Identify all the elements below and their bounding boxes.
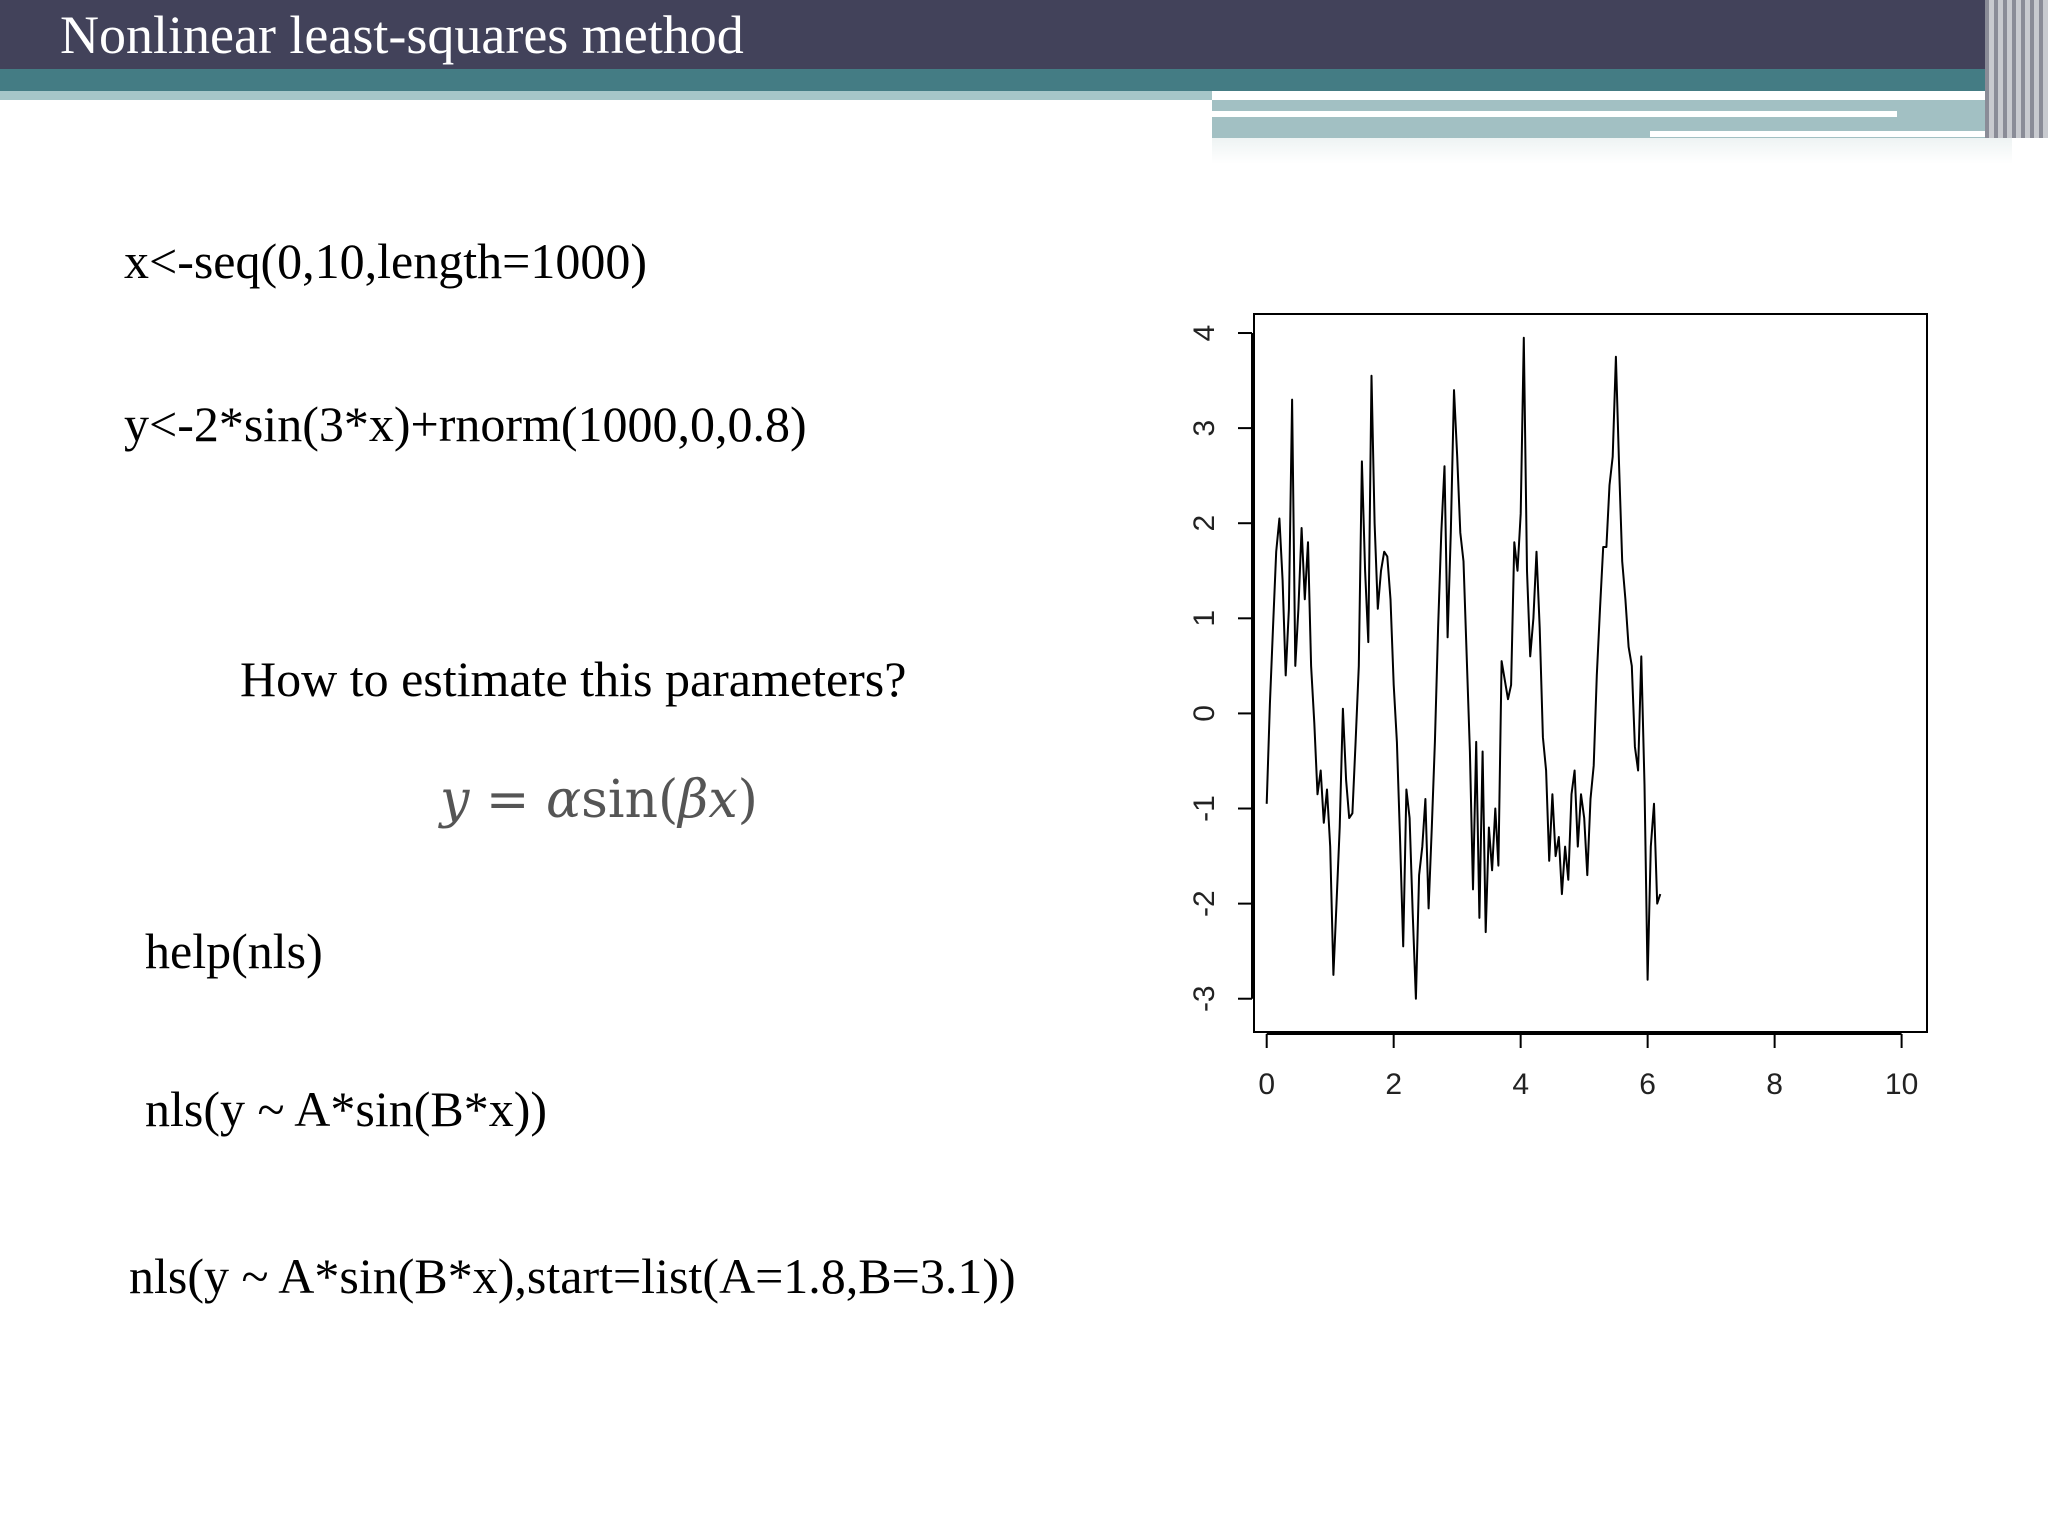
x-tick-label: 2 xyxy=(1385,1068,1403,1101)
slide-title: Nonlinear least-squares method xyxy=(60,5,744,65)
formula-beta: β xyxy=(678,770,709,830)
y-tick-label: 2 xyxy=(1188,514,1221,532)
y-axis xyxy=(1188,325,1252,1012)
header-divider-line xyxy=(1212,111,1897,117)
y-tick-label: -1 xyxy=(1188,795,1221,822)
y-tick-label: -3 xyxy=(1188,985,1221,1013)
y-tick-label: 3 xyxy=(1188,419,1221,437)
code-line-rnorm: y<-2*sin(3*x)+rnorm(1000,0,0.8) xyxy=(124,396,807,452)
x-axis xyxy=(1258,1034,1918,1101)
header-light-band xyxy=(0,91,1212,100)
y-tick-label: 1 xyxy=(1188,609,1221,627)
formula-close: ) xyxy=(737,770,758,830)
header-shadow xyxy=(1212,138,2012,164)
y-tick-label: 4 xyxy=(1188,324,1221,342)
nls-call-line: nls(y ~ A*sin(B*x)) xyxy=(145,1081,548,1137)
formula-alpha: α xyxy=(546,770,582,830)
sine-noise-plot xyxy=(1170,300,1940,1120)
header-accent-band xyxy=(0,69,2048,91)
header-stripes-decoration xyxy=(1985,0,2048,138)
data-series-line xyxy=(1267,338,1661,999)
x-tick-label: 4 xyxy=(1512,1068,1530,1101)
header-divider-line xyxy=(1650,131,2012,137)
x-tick-label: 6 xyxy=(1639,1068,1656,1101)
formula-equals: = xyxy=(469,770,547,830)
y-tick-label: -2 xyxy=(1188,890,1221,917)
code-line-seq: x<-seq(0,10,length=1000) xyxy=(124,233,647,289)
x-tick-label: 10 xyxy=(1884,1068,1919,1101)
question-text: How to estimate this parameters? xyxy=(240,651,907,707)
formula-x: x xyxy=(708,770,738,830)
nls-call-with-start-line: nls(y ~ A*sin(B*x),start=list(A=1.8,B=3.1)) xyxy=(129,1248,1016,1304)
x-tick-label: 8 xyxy=(1766,1068,1783,1101)
y-tick-label: 0 xyxy=(1188,705,1221,722)
help-line: help(nls) xyxy=(145,923,323,979)
plot-frame xyxy=(1254,314,1927,1032)
formula-y: y xyxy=(440,770,470,830)
x-tick-label: 0 xyxy=(1258,1068,1276,1101)
model-formula xyxy=(440,767,758,833)
formula-sin: sin( xyxy=(581,770,679,830)
